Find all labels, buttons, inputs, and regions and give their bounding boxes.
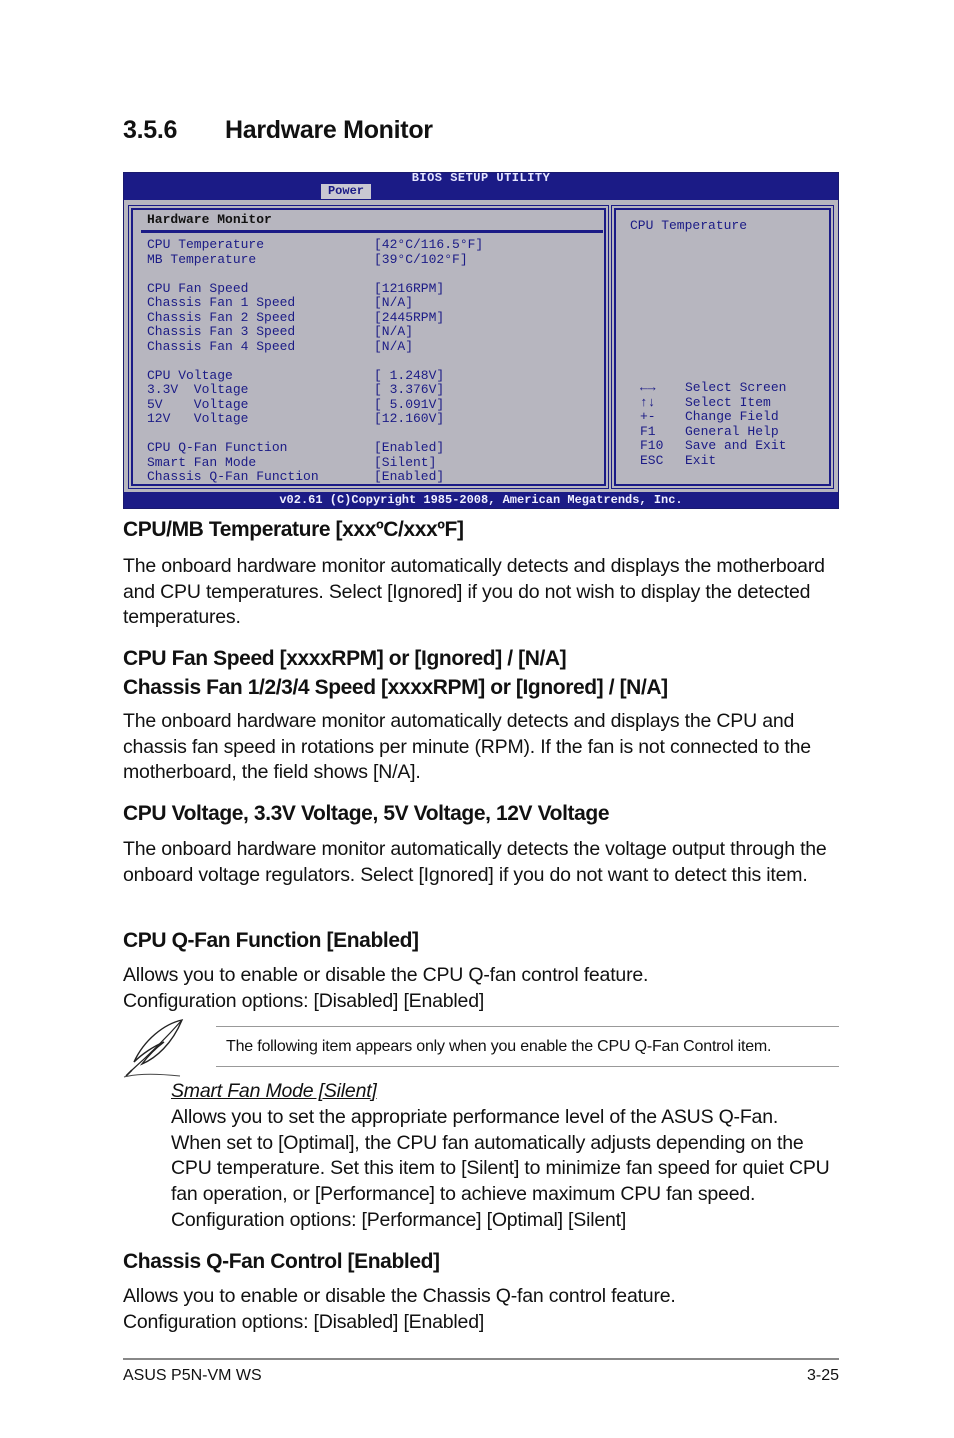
paragraph-smart-fan: Allows you to set the appropriate performance level of the ASUS Q-Fan. When set to [Optimal], the CPU fan automatically adjusts depending on the CPU temperature. Set this item to [Silent] to minimize fan speed for quiet CPU fan operation, or [Performance] to achieve maximum CPU fan speed. Configuration options: [Performance] [Optimal] [Silent]	[171, 1106, 830, 1231]
bios-row-label: Smart Fan Mode	[147, 454, 257, 470]
heading-temperature: CPU/MB Temperature [xxxºC/xxxºF]	[123, 518, 464, 541]
bios-row-label: MB Temperature	[147, 251, 257, 267]
bios-row-label: CPU Temperature	[147, 237, 265, 252]
bios-row[interactable]	[147, 296, 413, 311]
bios-key: ←→	[640, 380, 656, 395]
bios-help-title: CPU Temperature	[630, 218, 748, 233]
heading-voltage: CPU Voltage, 3.3V Voltage, 5V Voltage, 12V Voltage	[123, 802, 610, 825]
paragraph-chassis-2: Configuration options: [Disabled] [Enabled]	[123, 1311, 485, 1333]
bios-key: F1	[640, 423, 656, 439]
bios-row[interactable]	[147, 340, 413, 355]
bios-main-panel	[131, 208, 606, 486]
bios-title: BIOS SETUP UTILITY	[411, 171, 551, 185]
bios-key: ↑↓	[640, 394, 656, 410]
bios-row[interactable]	[147, 253, 468, 268]
bios-key-action: Exit	[685, 452, 717, 468]
bios-row-value: [ 3.376V]	[374, 382, 445, 397]
bios-row-label: Chassis Fan 3 Speed	[147, 324, 296, 339]
paragraph-voltage: The onboard hardware monitor automatically detects the voltage output through the onboard voltage regulators. Select [Ignored] if you do not want to detect this item.	[123, 838, 827, 886]
bios-row[interactable]	[147, 412, 444, 427]
bios-row-value: [N/A]	[374, 324, 414, 339]
bios-row-value: [Enabled]	[374, 469, 445, 484]
heading-smart-fan: Smart Fan Mode [Silent]	[171, 1080, 377, 1102]
bios-row-value: [Silent]	[374, 454, 437, 470]
paragraph-chassis-1: Allows you to enable or disable the Chassis Q-fan control feature.	[123, 1285, 676, 1307]
bios-row[interactable]	[147, 325, 413, 340]
bios-row-value: [N/A]	[374, 295, 414, 310]
bios-row[interactable]	[147, 238, 483, 253]
bios-key-action: Select Item	[685, 394, 771, 410]
bios-row-value: [ 1.248V]	[374, 367, 445, 383]
quill-icon	[120, 1016, 190, 1080]
bios-title-bar	[124, 173, 838, 200]
bios-key-action: Select Screen	[685, 380, 787, 395]
bios-screen	[123, 172, 839, 509]
heading-chassis-qfan: Chassis Q-Fan Control [Enabled]	[123, 1250, 440, 1273]
bios-row-value: [ 5.091V]	[374, 396, 445, 412]
bios-key-row	[640, 439, 786, 454]
heading-chassis-fan: Chassis Fan 1/2/3/4 Speed [xxxxRPM] or [Ignored] / [N/A]	[123, 676, 668, 699]
bios-row-label: CPU Fan Speed	[147, 280, 249, 296]
heading-qfan: CPU Q-Fan Function [Enabled]	[123, 929, 419, 952]
paragraph-temperature: The onboard hardware monitor automatically detects and displays the motherboard and CPU temperatures. Select [Ignored] if you do not wish to display the detected temperatures.	[123, 555, 825, 629]
note-bottom-rule	[216, 1066, 839, 1067]
bios-key-row	[640, 396, 786, 411]
paragraph-qfan-2: Configuration options: [Disabled] [Enabled]	[123, 990, 485, 1012]
paragraph-qfan-1: Allows you to enable or disable the CPU Q-fan control feature.	[123, 964, 649, 986]
bios-row-label: 3.3V Voltage	[147, 382, 249, 397]
section-title	[123, 116, 433, 145]
bios-row-label: Chassis Q-Fan Function	[147, 469, 319, 484]
bios-key-action: Save and Exit	[685, 438, 787, 453]
bios-row[interactable]	[147, 441, 444, 456]
section-number: 3.5.6	[123, 116, 178, 144]
bios-key-row	[640, 454, 786, 469]
bios-row[interactable]	[147, 383, 444, 398]
bios-key: +-	[640, 409, 656, 424]
section-title-text: Hardware Monitor	[225, 116, 433, 144]
bios-copyright: v02.61 (C)Copyright 1985-2008, American Megatrends, Inc.	[124, 492, 838, 508]
bios-row[interactable]	[147, 470, 444, 485]
footer-rule	[123, 1358, 839, 1360]
bios-row[interactable]	[147, 282, 444, 297]
bios-panel-heading: Hardware Monitor	[147, 212, 272, 227]
bios-row[interactable]	[147, 456, 436, 471]
bios-key-action: Change Field	[685, 409, 779, 424]
bios-row-value: [12.160V]	[374, 411, 445, 426]
bios-row-label: 12V Voltage	[147, 411, 249, 426]
bios-separator	[141, 230, 603, 233]
bios-key-row	[640, 410, 786, 425]
bios-row-label: Chassis Fan 1 Speed	[147, 295, 296, 310]
bios-row-value: [N/A]	[374, 338, 414, 354]
bios-row-value: [2445RPM]	[374, 309, 445, 325]
heading-cpu-fan: CPU Fan Speed [xxxxRPM] or [Ignored] / [N/A]	[123, 647, 567, 670]
note-text: The following item appears only when you enable the CPU Q-Fan Control item.	[226, 1038, 772, 1055]
bios-row-value: [Enabled]	[374, 440, 445, 455]
bios-key-legend	[640, 381, 786, 468]
bios-row-value: [42°C/116.5°F]	[374, 237, 484, 252]
bios-tab-power[interactable]: Power	[321, 184, 371, 199]
bios-row-label: Chassis Fan 4 Speed	[147, 338, 296, 354]
bios-help-panel	[614, 208, 831, 486]
bios-key-row	[640, 425, 786, 440]
bios-row[interactable]	[147, 398, 444, 413]
bios-row-label: Chassis Fan 2 Speed	[147, 309, 296, 325]
note-top-rule	[216, 1026, 839, 1027]
bios-row-value: [39°C/102°F]	[374, 251, 468, 267]
bios-key-action: General Help	[685, 423, 779, 439]
footer-product: ASUS P5N-VM WS	[123, 1367, 262, 1384]
bios-key: F10	[640, 438, 664, 453]
bios-key: ESC	[640, 452, 664, 468]
bios-row-value: [1216RPM]	[374, 280, 445, 296]
bios-row[interactable]	[147, 311, 444, 326]
footer-page-number: 3-25	[806, 1367, 839, 1384]
bios-row[interactable]	[147, 369, 444, 384]
bios-row-label: CPU Voltage	[147, 367, 233, 383]
paragraph-fan: The onboard hardware monitor automatically detects and displays the CPU and chassis fan speed in rotations per minute (RPM). If the fan is not connected to the motherboard, the field shows [N/A].	[123, 710, 811, 784]
bios-row-label: CPU Q-Fan Function	[147, 440, 288, 455]
bios-row-label: 5V Voltage	[147, 396, 249, 412]
bios-key-row	[640, 381, 786, 396]
